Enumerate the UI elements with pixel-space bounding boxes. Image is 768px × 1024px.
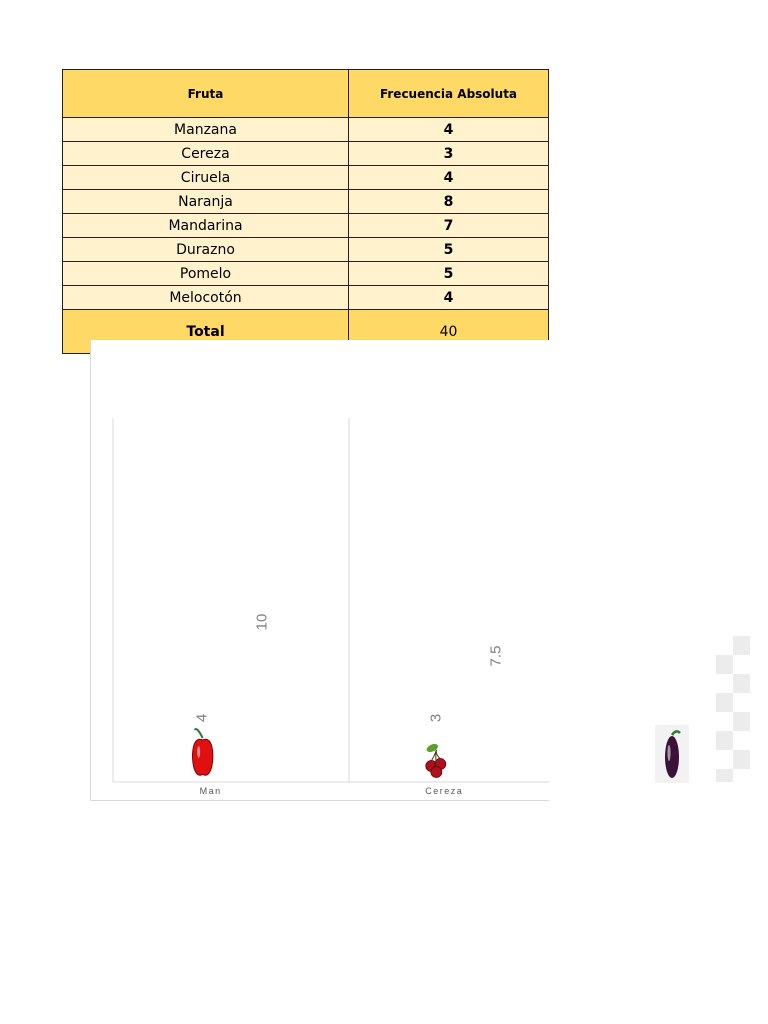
total-value: 40 <box>349 310 549 354</box>
table-row <box>63 118 549 142</box>
transparency-pattern <box>716 636 750 782</box>
header-frecuencia-absoluta: Frecuencia Absoluta <box>349 70 549 118</box>
fruit-cell: Melocotón <box>63 286 349 310</box>
fruit-cell: Durazno <box>63 238 349 262</box>
table-row <box>63 190 549 214</box>
table-row <box>63 214 549 238</box>
frequency-cell: 4 <box>349 286 549 310</box>
table-row <box>63 166 549 190</box>
plum-marker <box>655 725 689 783</box>
frequency-cell: 4 <box>349 118 549 142</box>
bar-value-label: 4 <box>193 713 211 723</box>
fruit-cell: Mandarina <box>63 214 349 238</box>
category-tick-label: Cereza <box>425 786 464 796</box>
frequency-cell: 8 <box>349 190 549 214</box>
frequency-cell: 4 <box>349 166 549 190</box>
table-row <box>63 238 549 262</box>
total-label: Total <box>63 310 349 354</box>
table-row <box>63 286 549 310</box>
fruit-cell: Pomelo <box>63 262 349 286</box>
header-fruta: Fruta <box>63 70 349 118</box>
floating-value-label: 10 <box>253 613 271 631</box>
plum-icon <box>655 725 689 783</box>
table-row <box>63 142 549 166</box>
bar-value-label: 3 <box>427 713 445 723</box>
frequency-table <box>62 69 549 354</box>
fruit-cell: Manzana <box>63 118 349 142</box>
fruit-cell: Ciruela <box>63 166 349 190</box>
category-tick-label: Man <box>199 786 222 796</box>
frequency-cell: 5 <box>349 262 549 286</box>
fruit-cell: Naranja <box>63 190 349 214</box>
bar-chart <box>91 340 549 800</box>
frequency-cell: 5 <box>349 238 549 262</box>
frequency-cell: 3 <box>349 142 549 166</box>
frequency-cell: 7 <box>349 214 549 238</box>
apple-icon <box>193 729 213 775</box>
fruit-cell: Cereza <box>63 142 349 166</box>
cherry-icon <box>425 742 445 777</box>
floating-value-label: 7.5 <box>487 645 505 667</box>
chart-area <box>90 340 549 801</box>
table-row <box>63 262 549 286</box>
